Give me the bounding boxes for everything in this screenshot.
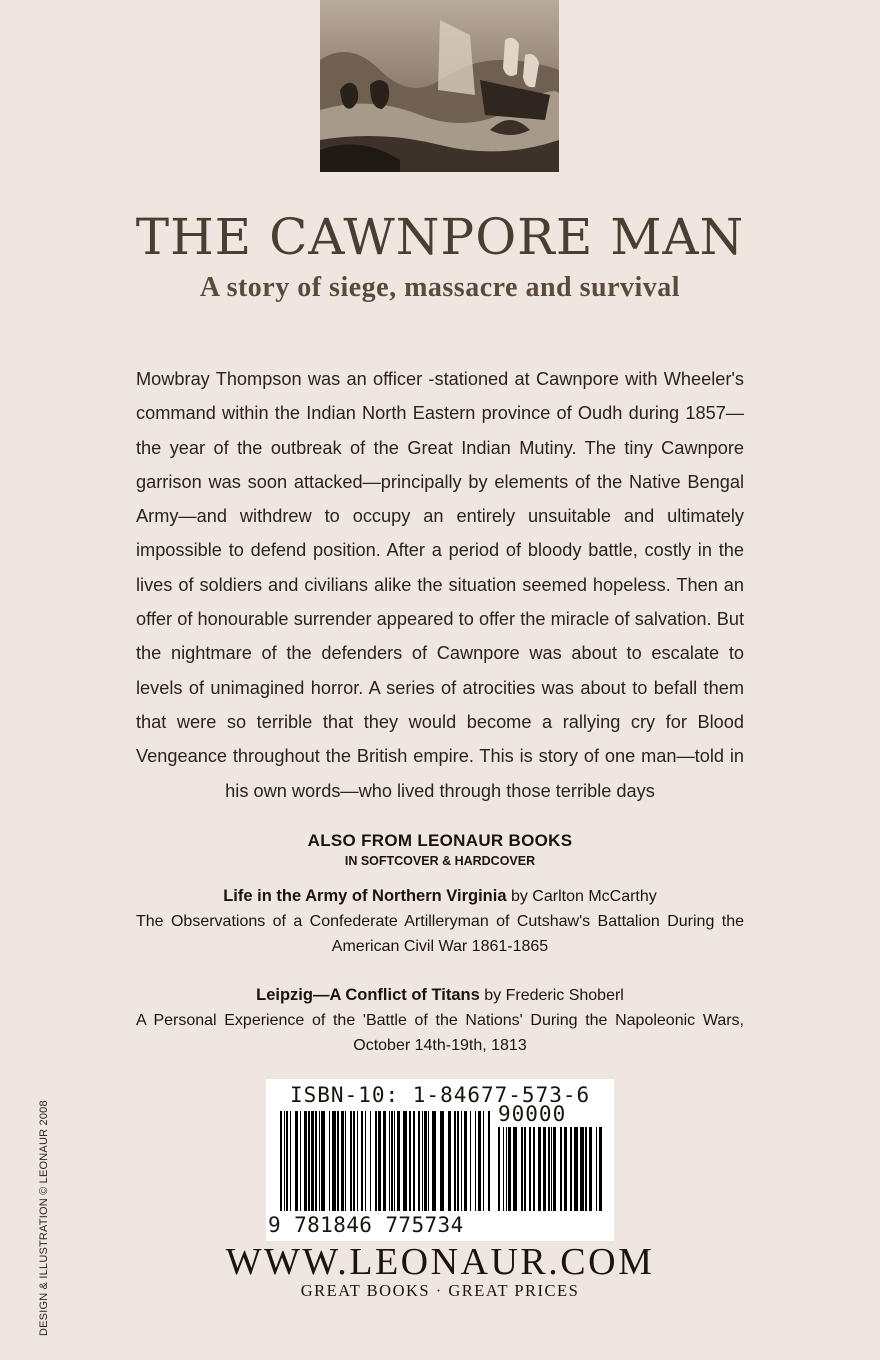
barcode-bar [553, 1127, 556, 1211]
barcode-bar [378, 1111, 381, 1211]
barcode-bar [345, 1111, 346, 1211]
battle-scene-engraving [320, 0, 559, 172]
isbn-text: ISBN-10: 1-84677-573-6 [290, 1083, 591, 1107]
ean-barcode-bars [280, 1111, 492, 1211]
barcode-bar [319, 1111, 320, 1211]
barcode-bar [475, 1111, 476, 1211]
also-from-subheading: IN SOFTCOVER & HARDCOVER [344, 854, 536, 868]
barcode-bar [418, 1111, 420, 1211]
barcode-bar [599, 1127, 602, 1211]
related-book-author: by Carlton McCarthy [506, 888, 657, 905]
barcode-bar [585, 1127, 587, 1211]
barcode-bar [488, 1111, 490, 1211]
barcode-bar [409, 1111, 411, 1211]
barcode-bar [513, 1127, 517, 1211]
barcode-bar [464, 1111, 467, 1211]
barcode-bar [394, 1111, 395, 1211]
barcode-bar [506, 1127, 507, 1211]
barcode-bar [413, 1111, 415, 1211]
barcode-bar [478, 1111, 481, 1211]
barcode-bar [350, 1111, 352, 1211]
barcode-bar [533, 1127, 535, 1211]
related-book [136, 983, 744, 1058]
book-blurb: Mowbray Thompson was an officer -stationed at Cawnpore with Wheeler's command within the Indian North Eastern province of Oudh during 1857—the year of the outbreak of the Great Indian Mutiny. The tiny Cawnpore garrison was soon attacked—principally by elements of the Native Bengal Army—and withdrew to occupy an entirely unsuitable and ultimately impossible to defend position. After a period of bloody battle, costly in the lives of soldiers and civilians alike the situation seemed hopeless. Then an offer of honourable surrender appeared to offer the miracle of salvation. But the nightmare of the defenders of Cawnpore was about to escalate to levels of unimagined horror. A series of atrocities was about to befall them that were so terrible that they would become a rallying cry for Blood Vengeance throughout the British empire. This is story of one man—told in his own words—who lived through those terrible days [136, 369, 744, 801]
isbn-barcode [266, 1079, 614, 1241]
barcode-bar [280, 1111, 282, 1211]
barcode-bar [428, 1111, 429, 1211]
barcode-bar [432, 1111, 436, 1211]
barcode-bar [383, 1111, 386, 1211]
related-book [136, 884, 744, 959]
barcode-bar [329, 1111, 330, 1211]
barcode-bar [304, 1111, 307, 1211]
barcode-bar [389, 1111, 390, 1211]
barcode-bar [548, 1127, 550, 1211]
barcode-bar [284, 1111, 285, 1211]
barcode-bar [529, 1127, 531, 1211]
barcode-bar [332, 1111, 336, 1211]
barcode-bar [457, 1111, 459, 1211]
barcode-bar [365, 1111, 366, 1211]
barcode-bar [403, 1111, 407, 1211]
barcode-bar [483, 1111, 484, 1211]
book-title: THE CAWNPORE MAN [135, 208, 745, 266]
barcode-bar [353, 1111, 355, 1211]
barcode-bar [357, 1111, 358, 1211]
barcode-bar [461, 1111, 462, 1211]
barcode-bar [498, 1127, 500, 1211]
barcode-bar [321, 1111, 325, 1211]
ean-digits: 9 781846 775734 [268, 1213, 464, 1237]
barcode-bar [560, 1127, 562, 1211]
book-subtitle: A story of siege, massacre and survival [199, 272, 681, 303]
also-from-heading: ALSO FROM LEONAUR BOOKS [307, 831, 573, 850]
barcode-bar [424, 1111, 427, 1211]
barcode-bar [543, 1127, 546, 1211]
barcode-bar [370, 1111, 371, 1211]
barcode-bar [564, 1127, 567, 1211]
barcode-bar [596, 1127, 597, 1211]
barcode-bar [397, 1111, 400, 1211]
barcode-bar [570, 1127, 572, 1211]
barcode-bar [538, 1127, 541, 1211]
barcode-bar [524, 1127, 526, 1211]
publisher-website: WWW.LEONAUR.COM [225, 1241, 655, 1283]
barcode-bar [503, 1127, 504, 1211]
barcode-bar [448, 1111, 451, 1211]
cover-illustration [320, 0, 559, 172]
barcode-bar [341, 1111, 344, 1211]
barcode-bar [422, 1111, 423, 1211]
barcode-bar [286, 1111, 288, 1211]
barcode-bar [308, 1111, 310, 1211]
barcode-bar [580, 1127, 584, 1211]
barcode-bar [440, 1111, 444, 1211]
barcode-bar [589, 1127, 592, 1211]
also-from-section [0, 831, 880, 868]
barcode-bar [311, 1111, 314, 1211]
barcode-bar [375, 1111, 377, 1211]
related-book-title: Life in the Army of Northern Virginia [223, 887, 507, 905]
barcode-bar [470, 1111, 471, 1211]
barcode-bar [361, 1111, 363, 1211]
barcode-bar [300, 1111, 301, 1211]
related-book-description: A Personal Experience of the 'Battle of the Nations' During the Napoleonic Wars, October 14th-19th, 1813 [136, 1012, 744, 1054]
barcode-bar [295, 1111, 298, 1211]
related-book-author: by Frederic Shoberl [479, 987, 624, 1004]
design-credit: DESIGN & ILLUSTRATION © LEONAUR 2008 [38, 1100, 50, 1336]
barcode-bar [391, 1111, 393, 1211]
related-book-title: Leipzig—A Conflict of Titans [256, 986, 480, 1004]
barcode-bar [551, 1127, 552, 1211]
barcode-bar [574, 1127, 578, 1211]
related-book-description: The Observations of a Confederate Artilleryman of Cutshaw's Battalion During the American Civil War 1861-1865 [136, 913, 744, 955]
barcode-bar [290, 1111, 291, 1211]
price-code: 90000 [498, 1102, 567, 1126]
barcode-bar [337, 1111, 339, 1211]
barcode-bar [508, 1127, 511, 1211]
barcode-bar [315, 1111, 317, 1211]
barcode-bar [454, 1111, 456, 1211]
barcode-bar [521, 1127, 523, 1211]
addon-barcode-bars [498, 1127, 606, 1211]
publisher-slogan: GREAT BOOKS · GREAT PRICES [300, 1281, 580, 1300]
